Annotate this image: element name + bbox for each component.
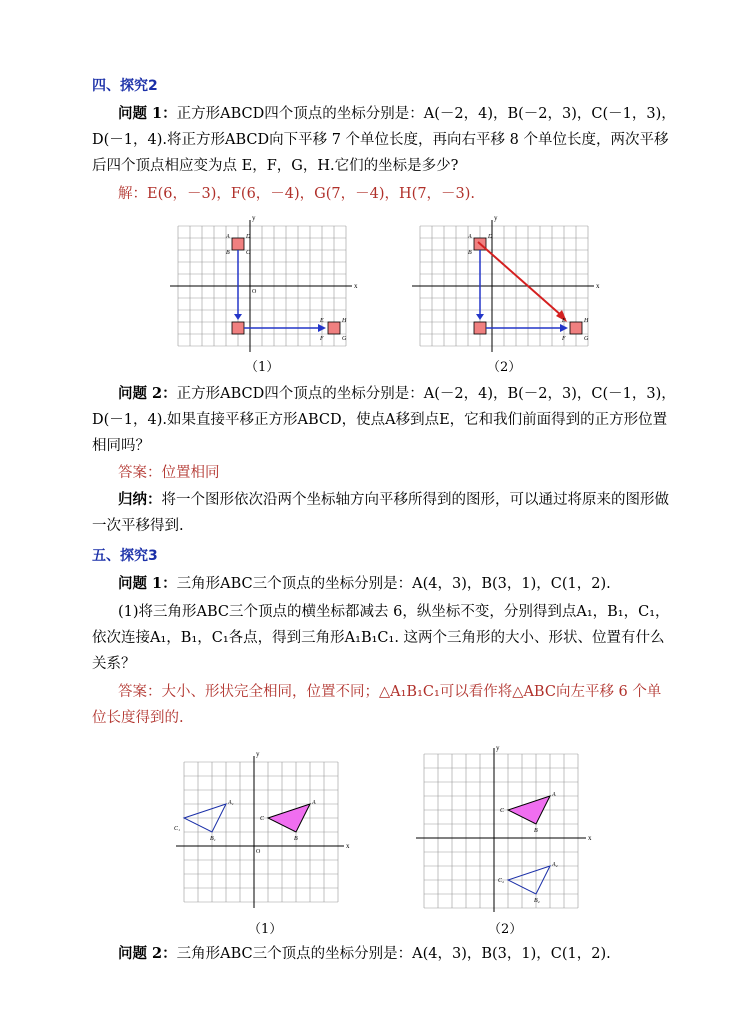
- square-efgh: [328, 322, 340, 334]
- label-c: C: [246, 250, 251, 256]
- problem-text: 正方形ABCD四个顶点的坐标分别是：A(－2，4)，B(－2，3)，C(－1，3)，: [176, 386, 676, 402]
- s5-sub-line2: 依次连接A₁，B₁，C₁各点，得到三角形A₁B₁C₁. 这两个三角形的大小、形状、位置有什么: [92, 630, 665, 646]
- label-g: G: [342, 336, 347, 342]
- grid: [184, 762, 338, 902]
- section5-heading: 五、探究3: [92, 548, 158, 564]
- square-abcd: [232, 238, 244, 250]
- label-a: A: [226, 234, 230, 240]
- square-graph-1: [168, 216, 358, 356]
- label-e: E: [562, 318, 566, 324]
- problem1-line3: 后四个顶点相应变为点 E，F，G，H.它们的坐标是多少?: [92, 158, 459, 174]
- label-b: B: [294, 836, 298, 842]
- problem-text: 三角形ABC三个顶点的坐标分别是：A(4，3)，B(3，1)，C(1，2).: [176, 576, 611, 592]
- fig-caption-4: （2）: [488, 922, 523, 937]
- label-b2: B₂: [534, 898, 540, 904]
- problem1-line2: D(－1，4).将正方形ABCD向下平移 7 个单位长度，再向右平移 8 个单位长度，两次平移: [92, 132, 669, 148]
- problem-text: 正方形ABCD四个顶点的坐标分别是：A(－2，4)，B(－2，3)，C(－1，3)，: [176, 106, 676, 122]
- label-a: A: [468, 234, 472, 240]
- problem2-line2: D(－1，4).如果直接平移正方形ABCD，使点A移到点E，它和我们前面得到的正方形位置: [92, 412, 668, 428]
- problem1-line1: [118, 104, 676, 124]
- section4-heading: 四、探究2: [92, 78, 158, 94]
- label-d: D: [488, 234, 493, 240]
- problem-label: 问题 1：: [118, 105, 177, 122]
- problem-label: 问题 2：: [118, 385, 177, 402]
- fig-caption-3: （1）: [248, 922, 283, 937]
- label-b: B: [468, 250, 472, 256]
- square-mid: [232, 322, 244, 334]
- label-e: E: [320, 318, 324, 324]
- label-a2: A₂: [552, 862, 558, 868]
- s5-sub-line3: 关系？: [92, 656, 136, 672]
- label-c2: C₂: [498, 878, 505, 884]
- label-f: F: [320, 336, 324, 342]
- triangle-graph-1: [172, 752, 352, 912]
- problem2-line1: [118, 384, 676, 404]
- triangle-graph-2: [412, 746, 602, 916]
- y-label: y: [256, 750, 260, 758]
- label-a: A: [552, 792, 556, 798]
- answer1: 解：E(6，－3)，F(6，－4)，G(7，－4)，H(7，－3).: [118, 186, 476, 202]
- y-label: y: [494, 214, 498, 222]
- y-label: y: [496, 744, 500, 752]
- s5-sub-line1: (1)将三角形ABC三个顶点的横坐标都减去 6，纵坐标不变，分别得到点A₁，B₁，C₁，: [118, 604, 670, 620]
- problem2-line3: 相同吗？: [92, 438, 150, 454]
- fig-caption-1: （1）: [245, 360, 280, 375]
- square-graph-2: [410, 216, 600, 356]
- summary-text: 将一个图形依次沿两个坐标轴方向平移所得到的图形，可以通过将原来的图形做: [161, 492, 669, 508]
- summary-label: 归纳：: [118, 491, 162, 508]
- label-b: B: [226, 250, 230, 256]
- problem-label: 问题 1：: [118, 575, 177, 592]
- arrow-diagonal: [478, 242, 562, 316]
- square-efgh: [570, 322, 582, 334]
- label-f: F: [562, 336, 566, 342]
- summary-line2: 一次平移得到.: [92, 518, 184, 534]
- label-a1: A₁: [228, 800, 234, 806]
- label-g: G: [584, 336, 589, 342]
- y-label: y: [252, 214, 256, 222]
- s5-problem2-line1: [118, 944, 611, 964]
- label-c1: C₁: [174, 826, 181, 832]
- x-label: x: [354, 282, 358, 290]
- label-a: A: [312, 800, 316, 806]
- x-label: x: [588, 834, 592, 842]
- grid: [424, 754, 578, 908]
- label-c: C: [500, 808, 505, 814]
- s5-answer-line2: 位长度得到的.: [92, 710, 184, 726]
- origin-label: O: [256, 849, 261, 855]
- label-d: D: [246, 234, 251, 240]
- label-c: C: [260, 816, 265, 822]
- problem-label: 问题 2：: [118, 945, 177, 962]
- square-mid: [474, 322, 486, 334]
- label-b1: B₁: [210, 836, 216, 842]
- x-label: x: [596, 282, 600, 290]
- label-h: H: [342, 318, 347, 324]
- s5-answer-line1: 答案：大小、形状完全相同，位置不同；△A₁B₁C₁可以看作将△ABC向左平移 6 个单: [118, 684, 662, 700]
- problem-text: 三角形ABC三个顶点的坐标分别是：A(4，3)，B(3，1)，C(1，2).: [176, 946, 611, 962]
- summary-line1: [118, 490, 669, 510]
- fig-caption-2: （2）: [487, 360, 522, 375]
- s5-problem1-line1: [118, 574, 611, 594]
- label-b: B: [534, 828, 538, 834]
- label-h: H: [584, 318, 589, 324]
- answer2: 答案：位置相同: [118, 465, 220, 481]
- x-label: x: [346, 842, 350, 850]
- origin-label: O: [252, 289, 257, 295]
